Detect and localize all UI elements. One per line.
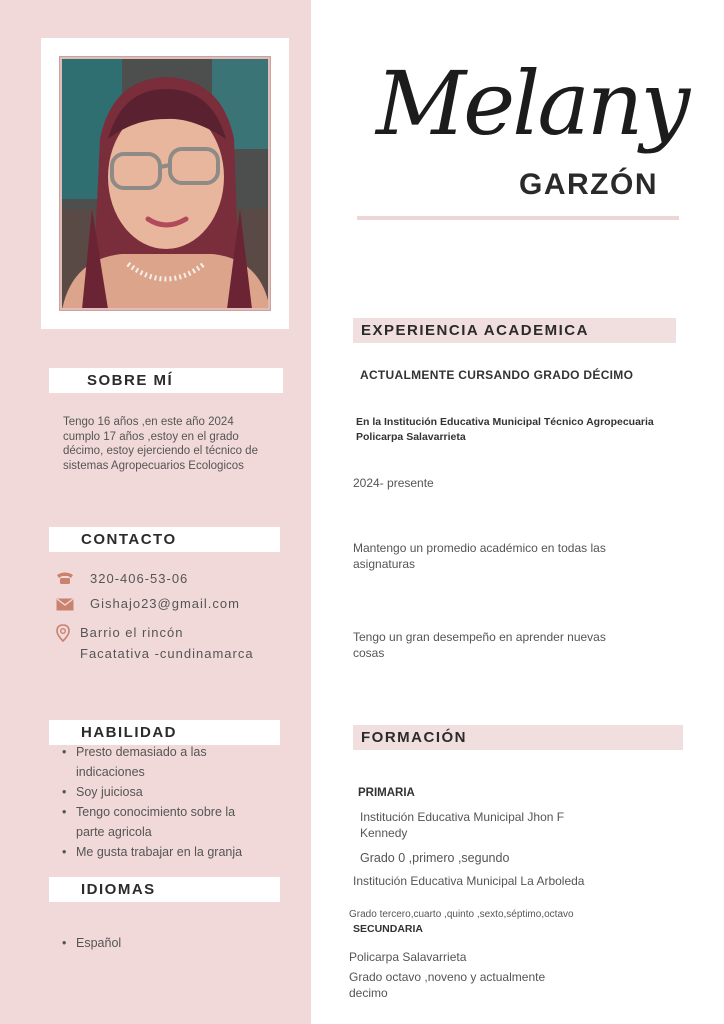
experience-period: 2024- presente	[353, 476, 434, 490]
list-item: • Presto demasiado a las indicaciones	[62, 742, 292, 782]
contact-email: Gishajo23@gmail.com	[90, 596, 240, 611]
languages-heading: IDIOMAS	[49, 877, 280, 902]
contact-address-line1: Barrio el rincón	[80, 625, 184, 640]
contact-phone: 320-406-53-06	[90, 571, 189, 586]
list-item: • Español	[62, 933, 121, 953]
experience-institution: En la Institución Educativa Municipal Técnico Agropecuaria Policarpa Salavarrieta	[356, 416, 654, 443]
about-line: sistemas Agropecuarios Ecologicos	[63, 459, 244, 472]
last-name: GARZÓN	[519, 168, 658, 201]
profile-photo-frame	[41, 38, 289, 329]
about-line: Tengo 16 años ,en este año 2024	[63, 416, 234, 428]
about-line: cumplo 17 años ,estoy en el grado	[63, 430, 239, 443]
primary-school: Institución Educativa Municipal Jhon F Kennedy	[360, 810, 565, 840]
first-name: Melany	[376, 52, 688, 155]
secondary-grades: Grado octavo ,noveno y actualmente decimo	[349, 970, 546, 1000]
list-item: • Me gusta trabajar en la granja	[62, 842, 292, 862]
languages-list	[62, 933, 121, 953]
primary-grades-2: Grado tercero,cuarto ,quinto ,sexto,séptimo,octavo	[349, 909, 574, 920]
profile-photo	[62, 59, 268, 308]
primary-grades: Grado 0 ,primero ,segundo	[360, 851, 510, 865]
primary-label: PRIMARIA	[358, 787, 415, 799]
profile-photo-border	[59, 56, 271, 311]
about-heading: SOBRE MÍ	[49, 368, 283, 393]
contact-heading: CONTACTO	[49, 527, 280, 552]
secondary-label: SECUNDARIA	[353, 923, 424, 935]
skills-heading: HABILIDAD	[49, 720, 280, 745]
location-pin-icon	[55, 624, 71, 642]
contact-address-line2: Facatativa -cundinamarca	[80, 646, 254, 661]
skills-list	[62, 742, 292, 862]
envelope-icon	[56, 598, 74, 611]
about-line: décimo, estoy ejerciendo el técnico de	[63, 445, 258, 457]
experience-point-1: Mantengo un promedio académico en todas las asignaturas	[353, 541, 606, 571]
experience-heading: EXPERIENCIA ACADEMICA	[353, 318, 676, 343]
about-text	[63, 415, 293, 473]
primary-school-2: Institución Educativa Municipal La Arboleda	[353, 874, 585, 888]
experience-current: ACTUALMENTE CURSANDO GRADO DÉCIMO	[360, 368, 634, 382]
secondary-school: Policarpa Salavarrieta	[349, 950, 467, 964]
phone-icon	[56, 571, 74, 585]
education-heading: FORMACIÓN	[353, 725, 683, 750]
name-divider	[357, 216, 679, 220]
experience-point-2: Tengo un gran desempeño en aprender nuevas cosas	[353, 630, 606, 660]
list-item: • Soy juiciosa	[62, 782, 292, 802]
list-item: • Tengo conocimiento sobre la parte agricola	[62, 802, 292, 842]
